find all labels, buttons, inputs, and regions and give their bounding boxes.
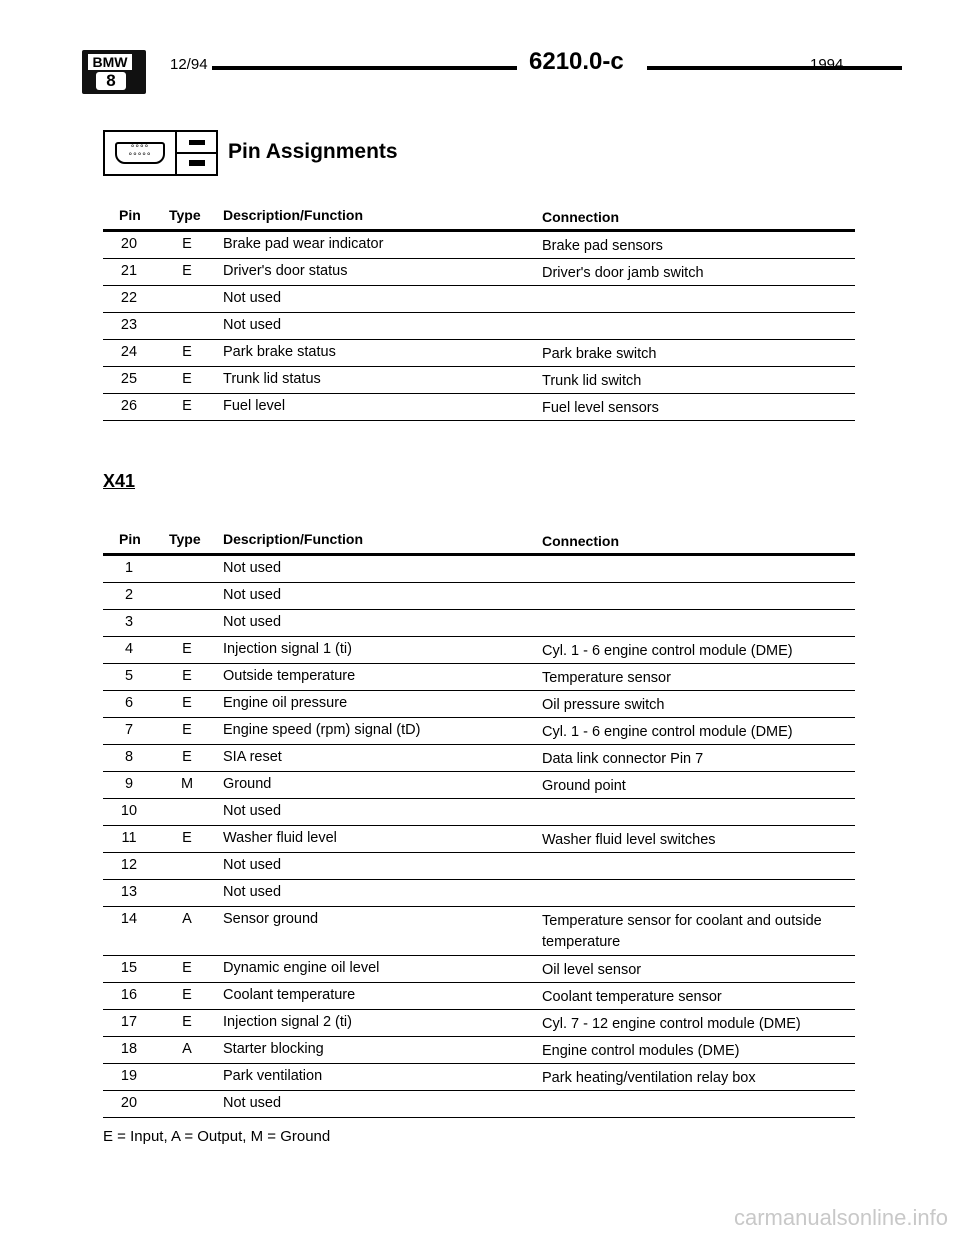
type-cell: E	[182, 695, 192, 711]
table-row	[103, 313, 855, 340]
col-conn-header: Connection	[542, 533, 619, 549]
pin-cell: 11	[121, 830, 137, 846]
description-cell: Engine oil pressure	[223, 695, 348, 711]
table-row	[103, 880, 855, 907]
connection-cell: Oil pressure switch	[542, 697, 665, 713]
description-cell: Ground	[223, 776, 272, 792]
pin-cell: 8	[124, 749, 134, 765]
watermark: carmanualsonline.info	[733, 1205, 948, 1230]
connection-cell: Fuel level sensors	[542, 400, 659, 416]
pin-cell: 5	[124, 668, 134, 684]
pin-cell: 1	[124, 560, 134, 576]
pin-cell: 3	[124, 614, 134, 630]
connection-cell: Driver's door jamb switch	[542, 265, 704, 281]
pin-cell: 13	[120, 884, 138, 900]
connection-cell: Trunk lid switch	[542, 373, 642, 389]
document-code: 6210.0-c	[529, 48, 624, 75]
description-cell: Park ventilation	[223, 1068, 323, 1084]
col-desc-header: Description/Function	[223, 207, 363, 223]
col-desc-header: Description/Function	[223, 531, 363, 547]
connection-cell: Engine control modules (DME)	[542, 1043, 740, 1059]
description-cell: Washer fluid level	[223, 830, 337, 846]
description-cell: Not used	[223, 614, 282, 630]
type-cell: E	[182, 960, 192, 976]
pin-cell: 20	[120, 236, 138, 252]
table-row	[103, 232, 855, 259]
pin-cell: 14	[120, 911, 138, 927]
pin-cell: 23	[120, 317, 138, 333]
connection-cell: Brake pad sensors	[542, 238, 663, 254]
pin-cell: 18	[120, 1041, 138, 1057]
pin-cell: 16	[120, 987, 138, 1003]
connector-pin-icon	[103, 130, 218, 176]
header-year: 1994	[810, 56, 844, 73]
table-row	[103, 772, 855, 799]
table-row	[103, 340, 855, 367]
description-cell: Driver's door status	[223, 263, 348, 279]
pin-cell: 4	[124, 641, 134, 657]
connection-cell: Cyl. 1 - 6 engine control module (DME)	[542, 724, 793, 740]
description-cell: Park brake status	[223, 344, 336, 360]
connection-cell: Data link connector Pin 7	[542, 751, 704, 767]
description-cell: Starter blocking	[223, 1041, 324, 1057]
type-cell: E	[182, 749, 192, 765]
connection-cell: Temperature sensor	[542, 670, 671, 686]
type-cell: E	[182, 1014, 192, 1030]
description-cell: Not used	[223, 1095, 282, 1111]
description-cell: Not used	[223, 290, 282, 306]
table-row	[103, 826, 855, 853]
table-row	[103, 1091, 855, 1118]
type-cell: E	[182, 722, 192, 738]
type-cell: M	[180, 776, 194, 792]
table-row	[103, 286, 855, 313]
description-cell: Coolant temperature	[223, 987, 356, 1003]
table-header	[103, 527, 855, 556]
description-cell: Brake pad wear indicator	[223, 236, 384, 252]
pin-cell: 10	[120, 803, 138, 819]
type-cell: A	[182, 911, 192, 927]
pin-icon	[189, 140, 205, 145]
pin-cell: 2	[124, 587, 134, 603]
pin-cell: 12	[120, 857, 138, 873]
col-pin-header: Pin	[119, 207, 141, 223]
type-cell: E	[182, 641, 192, 657]
type-cell: E	[182, 398, 192, 414]
type-cell: E	[182, 263, 192, 279]
table-row	[103, 1010, 855, 1037]
description-cell: Dynamic engine oil level	[223, 960, 380, 976]
description-cell: SIA reset	[223, 749, 282, 765]
table-row	[103, 799, 855, 826]
type-cell: A	[182, 1041, 192, 1057]
description-cell: Sensor ground	[223, 911, 319, 927]
table-row	[103, 664, 855, 691]
description-cell: Outside temperature	[223, 668, 356, 684]
pin-cell: 9	[124, 776, 134, 792]
type-cell: E	[182, 344, 192, 360]
pin-cell: 7	[124, 722, 134, 738]
description-cell: Not used	[223, 587, 282, 603]
type-cell: E	[182, 371, 192, 387]
logo-brand-text: BMW	[88, 54, 132, 70]
table-row	[103, 956, 855, 983]
header-rule-left	[212, 66, 517, 70]
connection-cell: Washer fluid level switches	[542, 832, 716, 848]
bmw-8-series-logo	[82, 50, 146, 94]
connection-cell: Ground point	[542, 778, 626, 794]
pin-cell: 26	[120, 398, 138, 414]
icon-divider-horizontal	[177, 152, 216, 154]
connector-x41-heading: X41	[103, 471, 136, 491]
description-cell: Not used	[223, 317, 282, 333]
connection-cell: Coolant temperature sensor	[542, 989, 722, 1005]
connection-cell: Park heating/ventilation relay box	[542, 1070, 756, 1086]
table-row	[103, 367, 855, 394]
description-cell: Injection signal 1 (ti)	[223, 641, 352, 657]
table-row	[103, 1064, 855, 1091]
pin-cell: 22	[120, 290, 138, 306]
description-cell: Not used	[223, 560, 282, 576]
table-row	[103, 745, 855, 772]
pin-cell: 24	[120, 344, 138, 360]
table-row	[103, 983, 855, 1010]
table-row	[103, 583, 855, 610]
table-row	[103, 259, 855, 286]
pin-cell: 25	[120, 371, 138, 387]
logo-series-text: 8	[96, 72, 126, 90]
description-cell: Not used	[223, 857, 282, 873]
col-type-header: Type	[169, 531, 201, 547]
connection-cell: Park brake switch	[542, 346, 657, 362]
table-row	[103, 907, 855, 956]
page-title: Pin Assignments	[228, 140, 398, 163]
pin-table-x41	[103, 527, 855, 1118]
table-row	[103, 853, 855, 880]
col-pin-header: Pin	[119, 531, 141, 547]
plug-icon: °°°° °°°°°	[115, 142, 165, 164]
pin-table-continued	[103, 203, 855, 421]
table-row	[103, 691, 855, 718]
table-row	[103, 394, 855, 421]
table-header	[103, 203, 855, 232]
pin-cell: 17	[120, 1014, 138, 1030]
connection-cell: Temperature sensor for coolant and outside temperature	[542, 913, 822, 950]
description-cell: Not used	[223, 803, 282, 819]
connection-cell: Cyl. 1 - 6 engine control module (DME)	[542, 643, 793, 659]
col-conn-header: Connection	[542, 209, 619, 225]
table-row	[103, 637, 855, 664]
table-row	[103, 718, 855, 745]
description-cell: Injection signal 2 (ti)	[223, 1014, 352, 1030]
type-cell: E	[182, 830, 192, 846]
pin-cell: 15	[120, 960, 138, 976]
table-row	[103, 1037, 855, 1064]
header-date: 12/94	[170, 56, 208, 73]
col-type-header: Type	[169, 207, 201, 223]
header-rule-right	[647, 66, 902, 70]
connection-cell: Cyl. 7 - 12 engine control module (DME)	[542, 1016, 801, 1032]
socket-icon	[189, 160, 205, 166]
description-cell: Trunk lid status	[223, 371, 321, 387]
type-cell: E	[182, 668, 192, 684]
page-header	[82, 50, 852, 98]
pin-cell: 6	[124, 695, 134, 711]
table-row	[103, 610, 855, 637]
type-legend: E = Input, A = Output, M = Ground	[103, 1128, 331, 1145]
type-cell: E	[182, 987, 192, 1003]
description-cell: Engine speed (rpm) signal (tD)	[223, 722, 421, 738]
description-cell: Not used	[223, 884, 282, 900]
pin-cell: 21	[120, 263, 138, 279]
table-row	[103, 556, 855, 583]
connection-cell: Oil level sensor	[542, 962, 642, 978]
pin-cell: 20	[120, 1095, 138, 1111]
pin-cell: 19	[120, 1068, 138, 1084]
type-cell: E	[182, 236, 192, 252]
description-cell: Fuel level	[223, 398, 286, 414]
